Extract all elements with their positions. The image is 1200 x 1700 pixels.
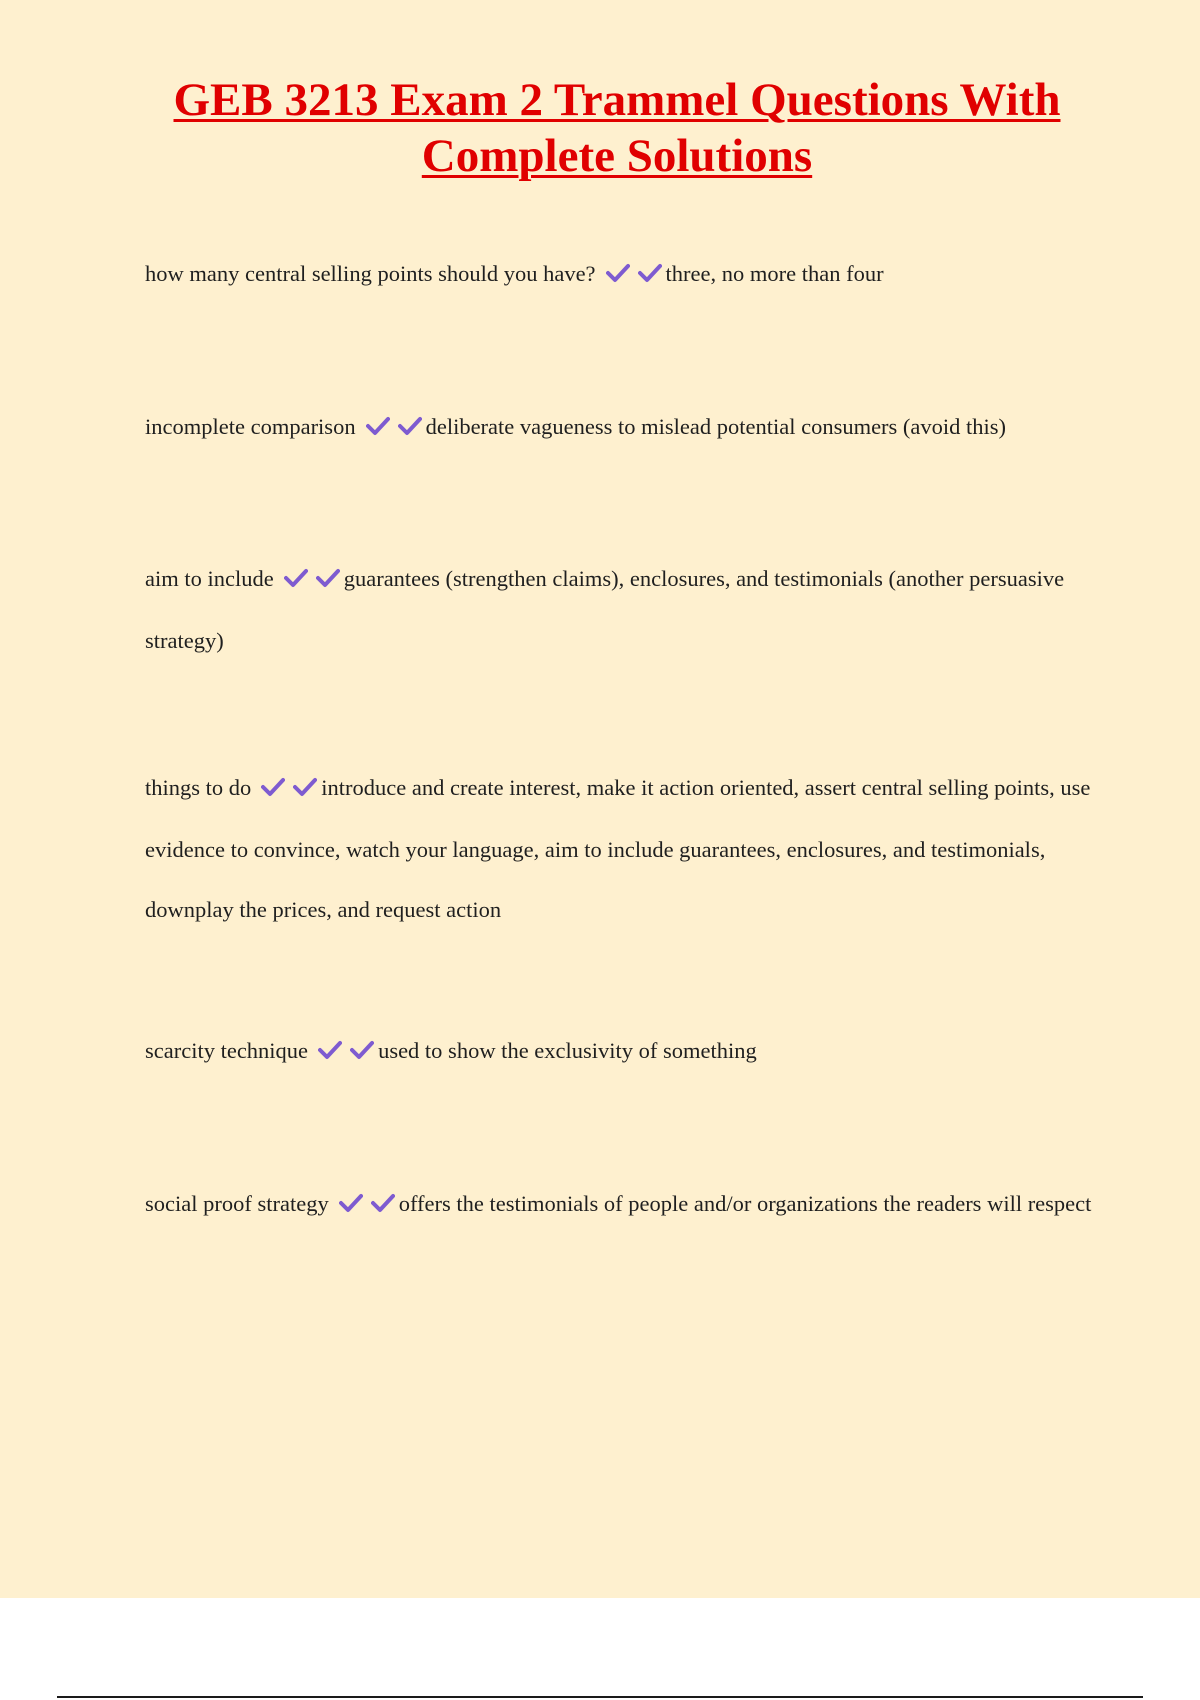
qa-answer: guarantees (strengthen claims), enclosures, and testimonials (another persuasive strategy) <box>145 566 1065 653</box>
qa-answer: deliberate vagueness to mislead potential consumers (avoid this) <box>425 414 1007 439</box>
qa-answer: offers the testimonials of people and/or organizations the readers will respect <box>398 1191 1092 1216</box>
check-icon <box>316 568 340 588</box>
check-icon <box>318 1040 342 1060</box>
double-check-icon <box>339 1176 395 1236</box>
check-icon <box>293 777 317 797</box>
double-check-icon <box>606 246 662 306</box>
qa-term: scarcity technique <box>145 1038 309 1063</box>
qa-term: aim to include <box>145 566 274 591</box>
qa-item <box>145 758 1095 940</box>
qa-item <box>145 397 1095 459</box>
check-icon <box>606 263 630 283</box>
qa-item <box>145 244 1095 306</box>
check-icon <box>366 416 390 436</box>
qa-term: things to do <box>145 775 252 800</box>
double-check-icon <box>318 1023 374 1083</box>
check-icon <box>371 1193 395 1213</box>
document-title: GEB 3213 Exam 2 Trammel Questions With Complete Solutions <box>173 74 1061 182</box>
qa-term: incomplete comparison <box>145 414 356 439</box>
qa-item <box>145 1174 1095 1236</box>
check-icon <box>284 568 308 588</box>
qa-item <box>145 1021 1095 1083</box>
qa-answer: used to show the exclusivity of something <box>378 1038 757 1063</box>
qa-term: how many central selling points should you have? <box>145 261 596 286</box>
check-icon <box>398 416 422 436</box>
check-icon <box>350 1040 374 1060</box>
check-icon <box>339 1193 363 1213</box>
footer-divider <box>57 1696 1143 1698</box>
qa-answer: three, no more than four <box>665 261 884 286</box>
qa-item <box>145 549 1095 671</box>
qa-term: social proof strategy <box>145 1191 329 1216</box>
double-check-icon <box>261 760 317 820</box>
double-check-icon <box>366 399 422 459</box>
double-check-icon <box>284 551 340 611</box>
check-icon <box>261 777 285 797</box>
qa-answer: introduce and create interest, make it action oriented, assert central selling points, use evidence to convince, watch your language, aim to include guarantees, enclosures, and testimonials, downplay the prices, and request action <box>145 775 1091 922</box>
check-icon <box>638 263 662 283</box>
